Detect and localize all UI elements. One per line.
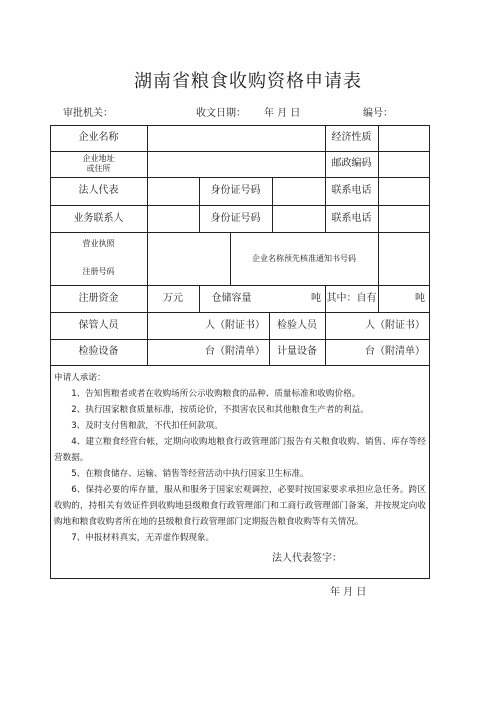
storage-capacity-label: 仓储容量	[211, 292, 252, 304]
form-title: 湖南省粮食收购资格申请表	[134, 71, 362, 92]
metering-equipment-label: 计量设备	[277, 346, 317, 357]
company-address-line1: 企业地址	[82, 154, 115, 163]
business-license-line2: 注册号码	[82, 267, 115, 276]
column-divider	[272, 177, 273, 232]
pledge-item: 7、申报材料真实，无弄虚作假现象。	[71, 533, 215, 543]
received-date-parts: 年 月 日	[264, 108, 301, 119]
company-address-line2: 或住所	[86, 164, 111, 173]
custodian-cert-note: 人（附证书）	[205, 319, 265, 331]
business-contact-label: 业务联系人	[73, 212, 124, 224]
column-divider	[147, 177, 148, 232]
inspection-equipment-label: 检验设备	[78, 346, 119, 357]
pledge-heading: 申请人承诺：	[54, 373, 106, 383]
metering-list-note: 台（附清单）	[365, 346, 425, 357]
row-divider	[50, 365, 430, 366]
postcode-label: 邮政编码	[331, 158, 372, 169]
ton-unit: 吨	[415, 292, 425, 304]
inspection-list-note: 台（附清单）	[205, 346, 265, 357]
column-divider	[378, 125, 379, 177]
pledge-item: 5、在粮食储存、运输、销售等经营活动中执行国家卫生标准。	[71, 469, 309, 479]
pledge-item: 2、执行国家粮食质量标准，按质论价，不损害农民和其他粮食生产者的利益。	[71, 405, 369, 415]
column-divider	[147, 232, 148, 285]
pledge-item: 4、建立粮食经营台帐，定期向收购地粮食行政管理部门报告有关粮食收购、销售、库存等经营数据。	[54, 437, 426, 463]
approver-label: 审批机关：	[63, 108, 113, 119]
id-number-label: 身份证号码	[210, 185, 261, 196]
application-form-table	[50, 125, 430, 579]
column-divider	[378, 232, 379, 285]
phone-label: 联系电话	[331, 185, 372, 196]
inspector-cert-note: 人（附证书）	[365, 319, 425, 331]
legal-rep-label: 法人代表	[78, 185, 119, 196]
table-border-right	[429, 125, 430, 579]
pledge-item: 6、保持必要的库存量，服从和服务于国家宏观调控，必要时按国家要求承担应急任务。跨区收购的，持相关有效证件到收购地县级粮食行政管理部门和工商行政管理部门备案，并按规定向收购地和粮食收购者所在地的县级粮食行政管理部门定期报告粮食收购等有关情况。	[54, 485, 426, 527]
table-border-bottom	[50, 578, 430, 579]
pledge-item: 1、告知售粮者或者在收购场所公示收购粮食的品种、质量标准和收购价格。	[71, 389, 361, 399]
company-address-label	[50, 151, 147, 177]
name-pre-approval-label: 企业名称预先核准通知书号码	[252, 253, 356, 263]
custodian-label: 保管人员	[78, 319, 119, 331]
column-divider	[147, 125, 148, 177]
id-number-label: 身份证号码	[210, 212, 261, 224]
pledge-item: 3、及时支付售粮款，不代扣任何款项。	[71, 421, 223, 431]
inspector-label: 检验人员	[277, 319, 317, 331]
business-license-line1: 营业执照	[82, 239, 115, 248]
received-date-label: 收文日期：	[196, 108, 246, 119]
self-owned-label: 其中：自有	[326, 292, 377, 304]
economic-nature-label: 经济性质	[331, 132, 372, 143]
capital-unit: 万元	[163, 292, 183, 304]
registered-capital-label: 注册资金	[78, 292, 119, 304]
serial-number-label: 编号：	[363, 108, 393, 119]
applicant-pledge	[54, 370, 426, 546]
phone-label: 联系电话	[331, 212, 372, 224]
column-divider	[378, 177, 379, 232]
signature-date: 年 月 日	[330, 587, 367, 598]
signature-label: 法人代表签字：	[272, 553, 342, 564]
company-name-label: 企业名称	[78, 132, 119, 143]
ton-unit: 吨	[311, 292, 321, 304]
